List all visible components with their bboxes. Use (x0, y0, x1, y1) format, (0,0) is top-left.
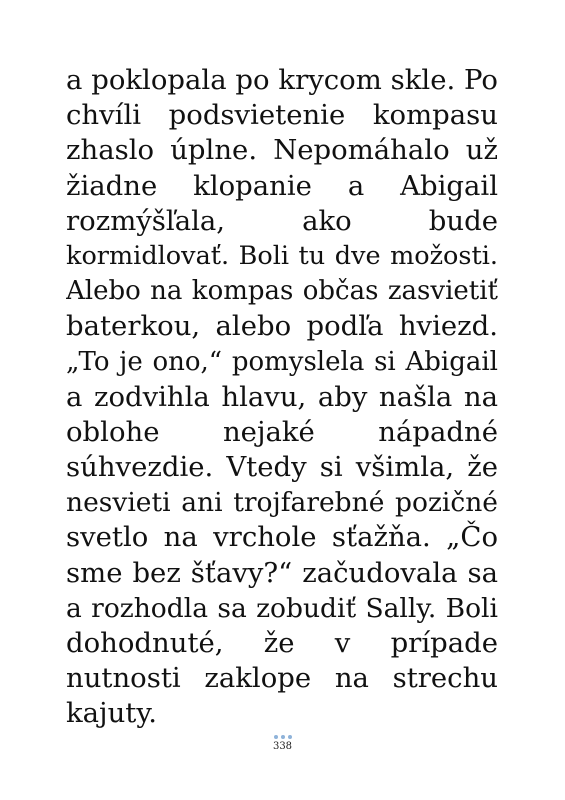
text-line: dohodnuté, že v prípade (66, 627, 498, 659)
text-line: sme bez šťavy?“ začudovala sa (66, 556, 498, 589)
text-line: zhaslo úplne. Nepomáhalo už (66, 134, 498, 167)
text-line: nutnosti zaklope na strechu (66, 662, 498, 695)
page-footer (0, 735, 565, 753)
text-line: súhvezdie. Vtedy si všimla, že (66, 451, 498, 484)
text-line: Alebo na kompas občas zasvietiť (66, 276, 498, 307)
text-line: žiadne klopanie a Abigail (66, 169, 498, 202)
text-line: kormidlovať. Boli tu dve možosti. (66, 240, 498, 271)
ornament-dot (281, 735, 285, 739)
text-line: „To je ono,“ pomyslela si Abigail (66, 346, 498, 377)
text-line: chvíli podsvietenie kompasu (66, 99, 498, 132)
text-line: a rozhodla sa zobudiť Sally. Boli (66, 592, 498, 624)
text-line: oblohe nejaké nápadné (66, 415, 498, 448)
ornament-dot (288, 735, 292, 739)
text-line: kajuty. (66, 697, 157, 730)
text-line: nesvieti ani trojfarebné pozičné (66, 487, 498, 519)
text-line: svetlo na vrchole sťažňa. „Čo (66, 521, 498, 554)
body-text (66, 63, 498, 732)
text-line: baterkou, alebo podľa hviezd. (66, 310, 498, 343)
ornament-dots-icon (0, 735, 565, 740)
text-line: a zodvihla hlavu, aby našla na (66, 380, 498, 413)
text-line: rozmýšľala, ako bude (66, 204, 498, 237)
page-number: 338 (272, 741, 293, 752)
ornament-dot (274, 735, 278, 739)
text-line: a poklopala po krycom skle. Po (66, 64, 498, 96)
